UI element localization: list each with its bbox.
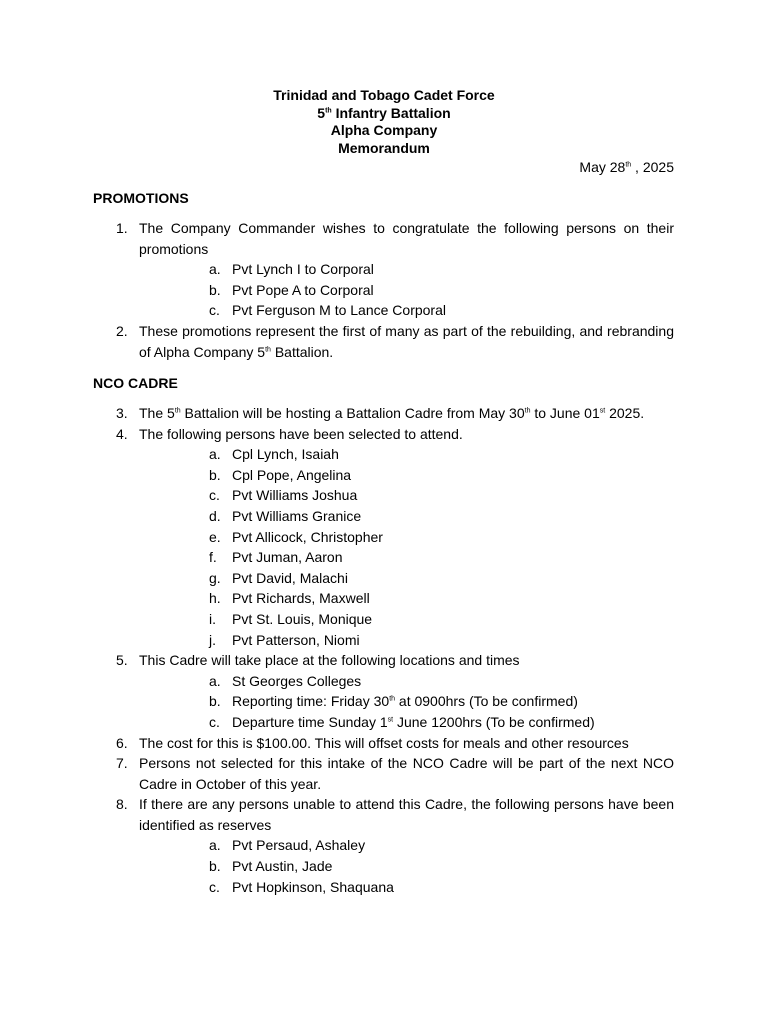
list-item: 2. These promotions represent the first of many as part of the rebuilding, and rebranding of Alpha Company 5th Battalion. [116,322,674,360]
sub-list-item: e. Pvt Allicock, Christopher [209,528,383,545]
list-item: 3. The 5th Battalion will be hosting a Battalion Cadre from May 30th to June 01st 2025. [116,405,645,421]
location-times-sublist [139,671,674,733]
sub-list-item: a. St Georges Colleges [209,672,362,689]
reserves-sublist [139,835,674,897]
sub-list-item: b. Pvt Austin, Jade [209,858,333,875]
battalion-name: 5th Infantry Battalion [317,104,451,121]
organization-name: Trinidad and Tobago Cadet Force [273,87,495,103]
sub-list-item: f. Pvt Juman, Aaron [209,549,343,566]
sub-list-item: a. Pvt Persaud, Ashaley [209,837,366,854]
sub-list-item: c. Pvt Williams Joshua [209,487,358,504]
document-type: Memorandum [338,140,430,157]
sub-list-item: b. Reporting time: Friday 30th at 0900hrs (To be confirmed) [209,693,578,710]
sub-list-item: j. Pvt Patterson, Niomi [209,631,360,648]
list-item: 7. Persons not selected for this intake of the NCO Cadre will be part of the next NCO Cadre in October of this year. [116,755,674,792]
sub-list-item: a. Cpl Lynch, Isaiah [209,446,339,463]
list-item: 4. The following persons have been selected to attend. a. Cpl Lynch, Isaiah b. Cpl Pope, Angelina c. Pvt Williams Joshua d. Pvt Williams Granice e. Pvt Allicock, Christopher f. Pvt Juman, Aaron g. Pvt David, Malachi h. Pvt Richards, Maxwell i. Pvt St. Louis, Monique j. Pvt Patterson, Niomi [93,424,674,651]
sub-list-item: i. Pvt St. Louis, Monique [209,610,373,627]
sub-list-item: c. Pvt Hopkinson, Shaquana [209,878,394,895]
attendees-sublist [139,444,674,650]
sub-list-item: b. Pvt Pope A to Corporal [209,281,374,298]
list-item: 1. The Company Commander wishes to congratulate the following persons on their promotions a. Pvt Lynch I to Corporal b. Pvt Pope A to Corporal c. Pvt Ferguson M to Lance Corporal [93,218,674,321]
sub-list-item: h. Pvt Richards, Maxwell [209,590,370,607]
company-name: Alpha Company [330,122,438,139]
nco-cadre-list [93,403,674,897]
section-heading-promotions: PROMOTIONS [93,190,189,206]
sub-list-item: b. Cpl Pope, Angelina [209,466,352,483]
sub-list-item: g. Pvt David, Malachi [209,569,348,586]
sub-list-item: c. Departure time Sunday 1st June 1200hrs (To be confirmed) [209,713,595,730]
sub-list-item: c. Pvt Ferguson M to Lance Corporal [209,302,446,319]
list-item: 8. If there are any persons unable to attend this Cadre, the following persons have been identified as reserves a. Pvt Persaud, Ashaley b. Pvt Austin, Jade c. Pvt Hopkinson, Shaquana [93,794,674,897]
sub-list-item: d. Pvt Williams Granice [209,507,362,524]
section-heading-nco-cadre: NCO CADRE [93,375,178,391]
list-item: 5. This Cadre will take place at the following locations and times a. St Georges Colleges b. Reporting time: Friday 30th at 0900hrs (To be confirmed) c. Departure time Sunday 1st June 1200hrs (To be confirmed) [93,650,674,732]
sub-list-item: a. Pvt Lynch I to Corporal [209,261,374,278]
memo-header [0,87,768,158]
list-item: 6. The cost for this is $100.00. This will offset costs for meals and other resources [116,734,629,751]
memo-date: May 28th , 2025 [579,159,674,175]
promotions-list [93,218,674,362]
promotions-sublist [139,259,674,321]
